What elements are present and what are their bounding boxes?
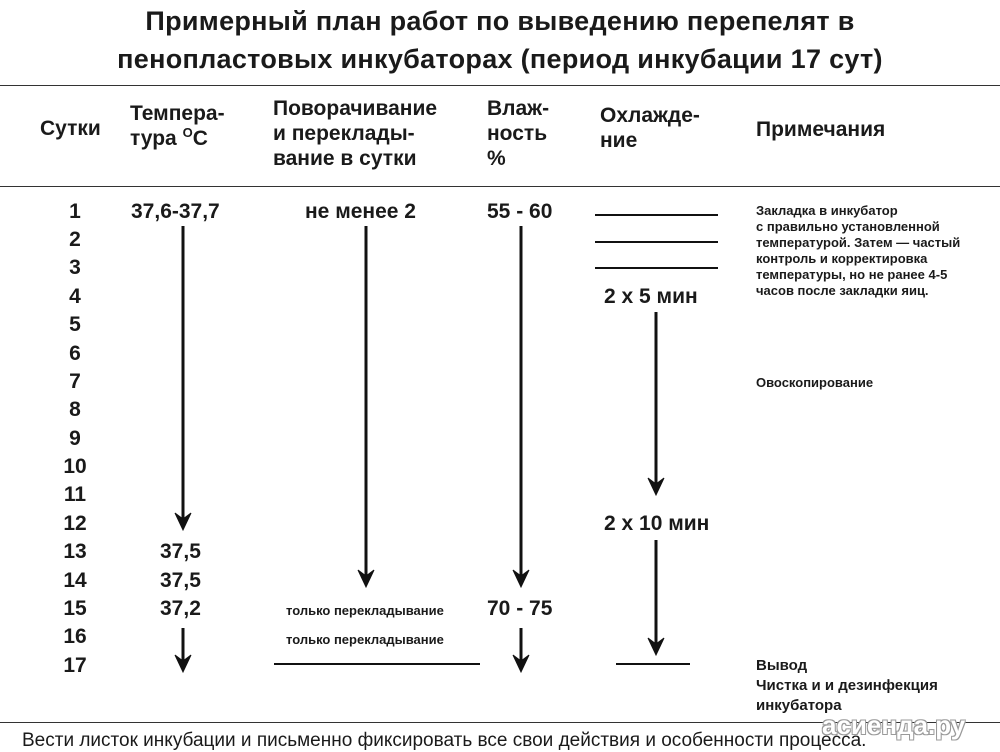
note-setting-line: контроль и корректировка — [756, 251, 928, 266]
turning-day1: не менее 2 — [305, 200, 416, 223]
title-line-2: пенопластовых инкубаторах (период инкубации 17 сут) — [117, 44, 883, 74]
day-number: 5 — [69, 313, 81, 336]
day-number: 6 — [69, 342, 81, 365]
watermark-text: асиенда.ру — [822, 710, 966, 740]
humidity-day15: 70 - 75 — [487, 597, 553, 620]
temperature-end-arrow-down-icon — [175, 628, 191, 672]
note-cleaning-line1: Чистка и и дезинфекция — [756, 677, 938, 694]
header-temperature-word: тура — [130, 127, 177, 150]
degree-symbol: O — [182, 125, 193, 140]
note-cleaning-line2: инкубатора — [756, 697, 842, 714]
header-cooling-line2: ние — [600, 129, 638, 152]
day-number: 13 — [63, 540, 87, 563]
day-number: 3 — [69, 256, 81, 279]
turning-arrow-down-icon — [358, 226, 374, 587]
watermark — [822, 710, 965, 740]
day-number: 9 — [69, 427, 81, 450]
note-setting-line: Закладка в инкубатор — [756, 203, 898, 218]
header-temperature-line1: Темпера- — [130, 102, 225, 125]
note-hatch: Вывод — [756, 657, 808, 674]
temperature-day14: 37,5 — [160, 569, 201, 592]
note-ovoscopy: Овоскопирование — [756, 375, 874, 390]
cooling-day12: 2 х 10 мин — [604, 512, 710, 535]
humidity-end-arrow-down-icon — [513, 628, 529, 672]
humidity-day1: 55 - 60 — [487, 200, 553, 223]
note-setting-line: часов после закладки яиц. — [756, 283, 929, 298]
humidity-arrow-down-icon — [513, 226, 529, 587]
header-turning-line2: и переклады- — [273, 122, 415, 145]
day-number: 8 — [69, 398, 81, 421]
temperature-day1: 37,6-37,7 — [131, 200, 220, 223]
header-turning-line3: вание в сутки — [273, 147, 417, 170]
turning-day16: только перекладывание — [286, 632, 444, 647]
header-cooling-line1: Охлажде- — [600, 104, 700, 127]
header-notes: Примечания — [756, 118, 886, 141]
day-number: 15 — [63, 597, 87, 620]
footer-note: Вести листок инкубации и письменно фиксировать все свои действия и особенности процесса. — [22, 730, 867, 751]
header-humidity-line1: Влаж- — [487, 97, 550, 120]
note-setting-line: температурой. Затем — частый — [756, 235, 961, 250]
title-line-1: Примерный план работ по выведению перепелят в — [145, 6, 855, 36]
day-number: 10 — [63, 455, 87, 478]
header-humidity-line3: % — [487, 147, 506, 170]
day-number: 16 — [63, 625, 87, 648]
cooling-end-arrow-down-icon — [648, 540, 664, 655]
day-number: 1 — [69, 200, 81, 223]
day-number: 4 — [69, 285, 81, 308]
day-number: 17 — [63, 654, 87, 677]
day-number: 14 — [63, 569, 87, 592]
temperature-arrow-down-icon — [175, 226, 191, 530]
header-humidity-line2: ность — [487, 122, 548, 145]
note-setting-line: температуры, но не ранее 4-5 — [756, 267, 948, 282]
header-day: Сутки — [40, 117, 101, 140]
temperature-day15: 37,2 — [160, 597, 201, 620]
cooling-day4: 2 х 5 мин — [604, 285, 698, 308]
note-setting-line: с правильно установленной — [756, 219, 940, 234]
header-turning-line1: Поворачивание — [273, 97, 438, 120]
temperature-day13: 37,5 — [160, 540, 201, 563]
day-number: 7 — [69, 370, 81, 393]
day-number: 11 — [63, 483, 87, 506]
cooling-arrow-down-icon — [648, 312, 664, 495]
day-number: 2 — [69, 228, 81, 251]
day-number: 12 — [63, 512, 87, 535]
header-temperature-unit: C — [192, 127, 208, 150]
turning-day15: только перекладывание — [286, 603, 444, 618]
